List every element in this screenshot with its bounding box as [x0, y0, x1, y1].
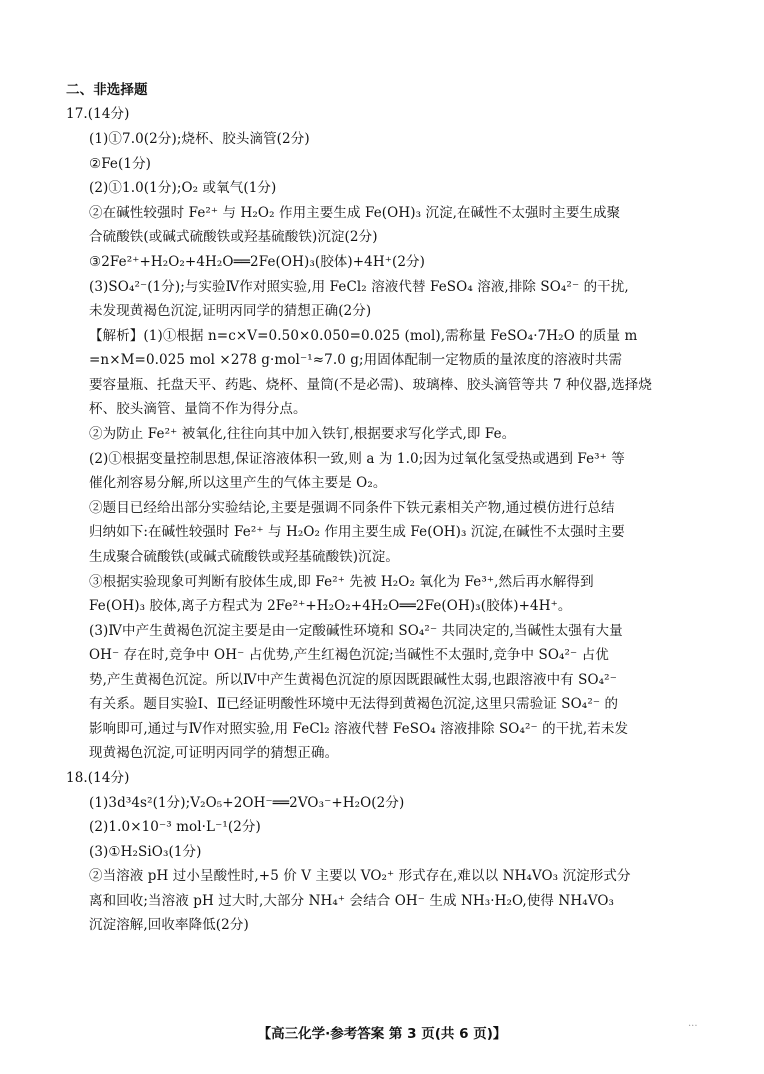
answer-line: (3)SO₄²⁻(1分);与实验Ⅳ作对照实验,用 FeCl₂ 溶液代替 FeSO₄ 溶液,排除 SO₄²⁻ 的干扰, — [89, 279, 629, 295]
answer-line: (3)①H₂SiO₃(1分) — [89, 844, 202, 860]
answer-line: 【解析】(1)①根据 n=c×V=0.50×0.050=0.025 (mol),需称量 FeSO₄·7H₂O 的质量 m — [89, 328, 638, 344]
answer-line: (2)1.0×10⁻³ mol·L⁻¹(2分) — [89, 819, 261, 835]
answer-line: OH⁻ 存在时,竞争中 OH⁻ 占优势,产生红褐色沉淀;当碱性不太强时,竞争中 SO₄²⁻ 占优 — [89, 647, 609, 663]
answer-line: =n×M=0.025 mol ×278 g·mol⁻¹≈7.0 g;用固体配制一定物质的量浓度的溶液时共需 — [89, 352, 623, 368]
answer-line: ②Fe(1分) — [89, 156, 152, 172]
question-number: 17.(14分) — [66, 106, 130, 122]
answer-line: 催化剂容易分解,所以这里产生的气体主要是 O₂。 — [89, 475, 387, 491]
answer-line: 未发现黄褐色沉淀,证明丙同学的猜想正确(2分) — [89, 303, 372, 319]
answer-line: 现黄褐色沉淀,可证明丙同学的猜想正确。 — [89, 745, 339, 761]
answer-line: 影响即可,通过与Ⅳ作对照实验,用 FeCl₂ 溶液代替 FeSO₄ 溶液排除 SO₄²⁻ 的干扰,若未发 — [89, 721, 629, 737]
corner-mark: ... — [688, 1018, 698, 1029]
answer-line: (3)Ⅳ中产生黄褐色沉淀主要是由一定酸碱性环境和 SO₄²⁻ 共同决定的,当碱性太强有大量 — [89, 623, 623, 639]
answer-line: 势,产生黄褐色沉淀。所以Ⅳ中产生黄褐色沉淀的原因既跟碱性太弱,也跟溶液中有 SO₄²⁻ — [89, 672, 617, 688]
answer-line: ②题目已经给出部分实验结论,主要是强调不同条件下铁元素相关产物,通过模仿进行总结 — [89, 500, 615, 516]
answer-line: ②当溶液 pH 过小呈酸性时,+5 价 V 主要以 VO₂⁺ 形式存在,难以以 NH₄VO₃ 沉淀形式分 — [89, 868, 631, 884]
section-title: 二、非选择题 — [66, 82, 148, 98]
answer-line: ②在碱性较强时 Fe²⁺ 与 H₂O₂ 作用主要生成 Fe(OH)₃ 沉淀,在碱性不太强时主要生成聚 — [89, 205, 621, 221]
answer-line: (2)①1.0(1分);O₂ 或氧气(1分) — [89, 180, 277, 196]
answer-line: ③根据实验现象可判断有胶体生成,即 Fe²⁺ 先被 H₂O₂ 氧化为 Fe³⁺,然后再水解得到 — [89, 574, 594, 590]
answer-line: (1)3d³4s²(1分);V₂O₅+2OH⁻══2VO₃⁻+H₂O(2分) — [89, 795, 405, 811]
question-number: 18.(14分) — [66, 770, 130, 786]
answer-line: 要容量瓶、托盘天平、药匙、烧杯、量筒(不是必需)、玻璃棒、胶头滴管等共 7 种仪器,选择烧 — [89, 377, 652, 393]
answer-line: 杯、胶头滴管、量筒不作为得分点。 — [89, 401, 307, 417]
page-footer: 【高三化学·参考答案 第 3 页(共 6 页)】 — [257, 1026, 507, 1042]
answer-line: 有关系。题目实验Ⅰ、Ⅱ已经证明酸性环境中无法得到黄褐色沉淀,这里只需验证 SO₄²⁻ 的 — [89, 696, 619, 712]
answer-line: (1)①7.0(2分);烧杯、胶头滴管(2分) — [89, 131, 310, 147]
answer-line: 离和回收;当溶液 pH 过大时,大部分 NH₄⁺ 会结合 OH⁻ 生成 NH₃·H₂O,使得 NH₄VO₃ — [89, 893, 615, 909]
answer-line: ③2Fe²⁺+H₂O₂+4H₂O══2Fe(OH)₃(胶体)+4H⁺(2分) — [89, 254, 425, 270]
answer-line: 沉淀溶解,回收率降低(2分) — [89, 917, 249, 933]
answer-line: ②为防止 Fe²⁺ 被氧化,往往向其中加入铁钉,根据要求写化学式,即 Fe。 — [89, 426, 516, 442]
answer-line: (2)①根据变量控制思想,保证溶液体积一致,则 a 为 1.0;因为过氧化氢受热或遇到 Fe³⁺ 等 — [89, 451, 625, 467]
answer-line: 生成聚合硫酸铁(或碱式硫酸铁或羟基硫酸铁)沉淀。 — [89, 549, 399, 565]
answer-line: 归纳如下:在碱性较强时 Fe²⁺ 与 H₂O₂ 作用主要生成 Fe(OH)₃ 沉淀,在碱性不太强时主要 — [89, 524, 625, 540]
answer-line: 合硫酸铁(或碱式硫酸铁或羟基硫酸铁)沉淀(2分) — [89, 229, 378, 245]
answer-line: Fe(OH)₃ 胶体,离子方程式为 2Fe²⁺+H₂O₂+4H₂O══2Fe(OH)₃(胶体)+4H⁺。 — [89, 598, 572, 614]
